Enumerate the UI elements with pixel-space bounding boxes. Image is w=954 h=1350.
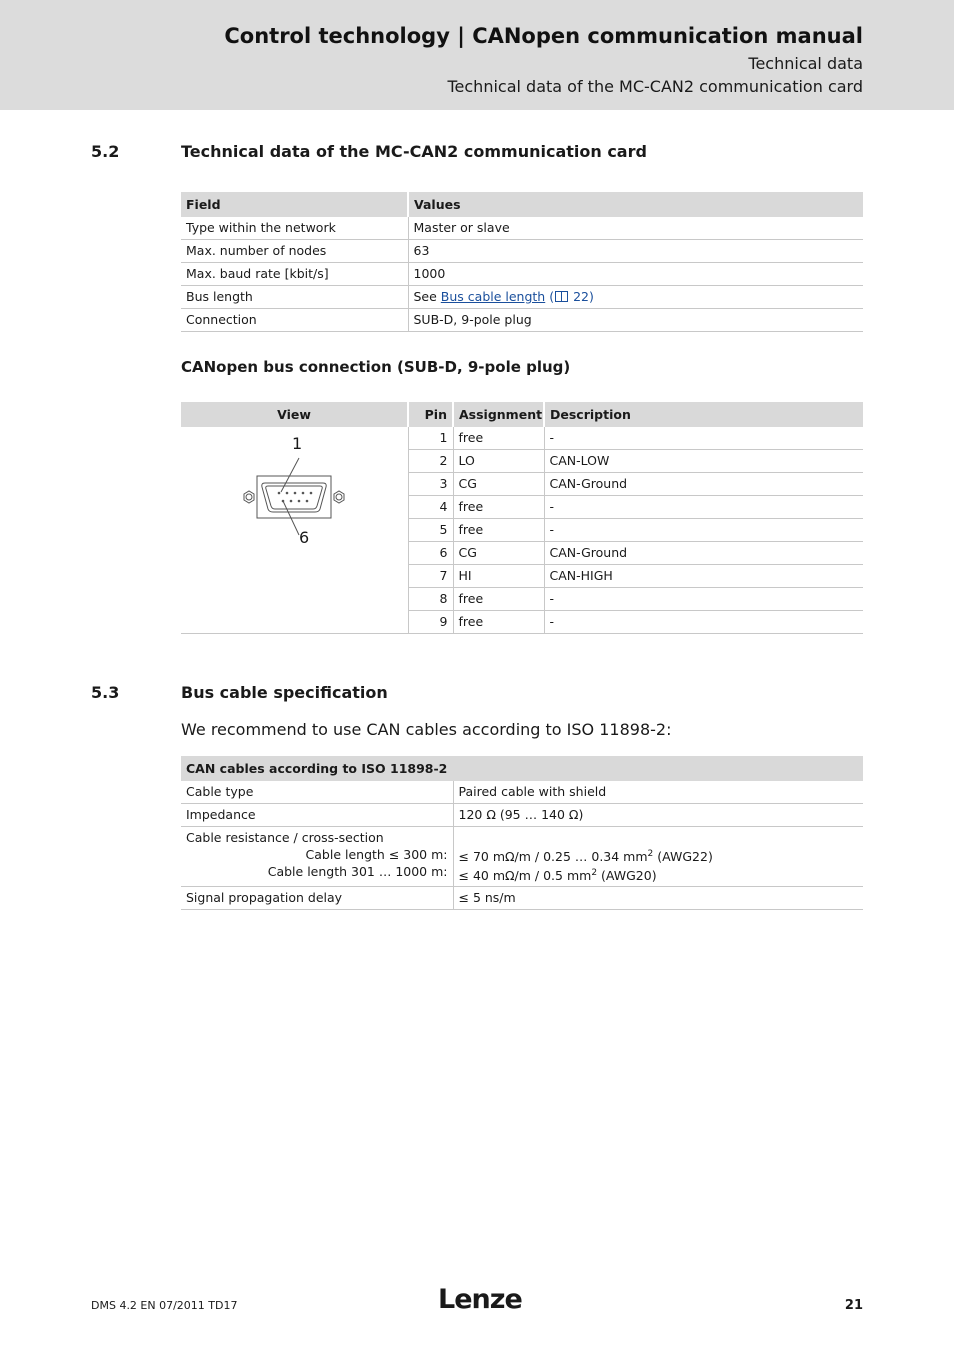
pin-number: 8 <box>408 588 453 611</box>
spec-label: Cable type <box>181 781 453 804</box>
column-header-pin: Pin <box>408 402 453 427</box>
pin-description: - <box>544 427 863 450</box>
table-row <box>181 217 863 240</box>
table-row <box>181 781 863 804</box>
manual-title: Control technology | CANopen communication manual <box>224 24 863 48</box>
column-header-description: Description <box>544 402 863 427</box>
pin-number: 6 <box>408 542 453 565</box>
cable-recommendation-text: We recommend to use CAN cables according to ISO 11898-2: <box>181 720 672 739</box>
sub-d-connector-diagram <box>211 433 408 573</box>
pin-6-label: 6 <box>299 528 310 547</box>
value-cell: 1000 <box>408 263 863 286</box>
length-300-label: Cable length ≤ 300 m: <box>305 847 448 862</box>
pin-description: CAN-Ground <box>544 542 863 565</box>
pin-description: - <box>544 496 863 519</box>
value-cell: SUB-D, 9-pole plug <box>408 309 863 332</box>
pin-number: 3 <box>408 473 453 496</box>
value-cell: 63 <box>408 240 863 263</box>
pin-assignment-table <box>181 402 863 634</box>
page-header <box>0 0 954 110</box>
spec-label: Signal propagation delay <box>181 887 453 910</box>
left-mount-hole <box>246 494 252 500</box>
pin-number: 4 <box>408 496 453 519</box>
book-icon <box>555 291 568 302</box>
column-header-view: View <box>181 402 408 427</box>
pin-description: - <box>544 519 863 542</box>
column-header-field: Field <box>181 192 408 217</box>
pin-number: 7 <box>408 565 453 588</box>
pin-assignment: free <box>453 519 544 542</box>
pin-description: CAN-HIGH <box>544 565 863 588</box>
pin-assignment: free <box>453 611 544 634</box>
connector-view-cell <box>181 427 408 634</box>
table-row <box>181 887 863 910</box>
connector-pins <box>278 492 313 503</box>
table-row <box>181 427 863 450</box>
pin-number: 2 <box>408 450 453 473</box>
section-title-5-2: Technical data of the MC-CAN2 communication card <box>181 142 647 161</box>
pin-assignment: LO <box>453 450 544 473</box>
table-row <box>181 286 863 309</box>
connector-inner-shell <box>266 486 323 509</box>
column-header-values: Values <box>408 192 863 217</box>
table-row <box>181 309 863 332</box>
field-cell: Max. number of nodes <box>181 240 408 263</box>
spec-value: Paired cable with shield <box>453 781 863 804</box>
field-cell: Max. baud rate [kbit/s] <box>181 263 408 286</box>
spec-label: Impedance <box>181 804 453 827</box>
technical-data-table <box>181 192 863 332</box>
table-row <box>181 263 863 286</box>
page-reference-link[interactable]: ( 22) <box>545 289 594 304</box>
spec-value: ≤ 5 ns/m <box>453 887 863 910</box>
field-cell: Connection <box>181 309 408 332</box>
pin-description: - <box>544 611 863 634</box>
spec-value: 120 Ω (95 … 140 Ω) <box>453 804 863 827</box>
section-number-5-3: 5.3 <box>91 683 120 702</box>
pin-assignment: CG <box>453 473 544 496</box>
pin-assignment: CG <box>453 542 544 565</box>
pin-assignment: free <box>453 588 544 611</box>
table-header-row <box>181 192 863 217</box>
field-cell: Bus length <box>181 286 408 309</box>
table-row <box>181 804 863 827</box>
spec-value <box>453 827 863 887</box>
pin-description: - <box>544 588 863 611</box>
pin-description: CAN-LOW <box>544 450 863 473</box>
table-row <box>181 827 863 887</box>
resistance-300-value: ≤ 70 mΩ/m / 0.25 … 0.34 $mm^2$ (AWG22) <box>458 849 713 865</box>
pin-assignment: free <box>453 496 544 519</box>
table-header-row <box>181 756 863 781</box>
value-cell <box>408 286 863 309</box>
value-cell: Master or slave <box>408 217 863 240</box>
lenze-logo: Lenze <box>438 1284 522 1315</box>
page-number: 21 <box>844 1298 863 1313</box>
resistance-1000-value: ≤ 40 mΩ/m / 0.5 $mm^2$ (AWG20) <box>458 868 657 884</box>
table-row <box>181 240 863 263</box>
cable-table-header: CAN cables according to ISO 11898-2 <box>181 756 863 781</box>
table-header-row <box>181 402 863 427</box>
right-mount-hole <box>336 494 342 500</box>
length-1000-label: Cable length 301 … 1000 m: <box>267 864 448 879</box>
pin-number: 5 <box>408 519 453 542</box>
see-text: See <box>413 289 441 304</box>
section-running-title: Technical data of the MC-CAN2 communication card <box>447 77 863 96</box>
pin-1-leader-line <box>281 458 299 492</box>
spec-label <box>181 827 453 887</box>
pin-assignment: HI <box>453 565 544 588</box>
column-header-assignment: Assignment <box>453 402 544 427</box>
pin-assignment: free <box>453 427 544 450</box>
pin-number: 1 <box>408 427 453 450</box>
section-number-5-2: 5.2 <box>91 142 120 161</box>
pin-number: 9 <box>408 611 453 634</box>
chapter-title: Technical data <box>748 54 863 73</box>
document-code: DMS 4.2 EN 07/2011 TD17 <box>91 1299 238 1312</box>
resistance-label: Cable resistance / cross-section <box>186 830 384 845</box>
field-cell: Type within the network <box>181 217 408 240</box>
pin-1-label: 1 <box>292 434 303 453</box>
pin-description: CAN-Ground <box>544 473 863 496</box>
cable-specification-table <box>181 756 863 910</box>
bus-cable-length-link[interactable]: Bus cable length <box>440 289 546 304</box>
canopen-connection-heading: CANopen bus connection (SUB-D, 9-pole plug) <box>181 358 571 376</box>
section-title-5-3: Bus cable specification <box>181 683 388 702</box>
